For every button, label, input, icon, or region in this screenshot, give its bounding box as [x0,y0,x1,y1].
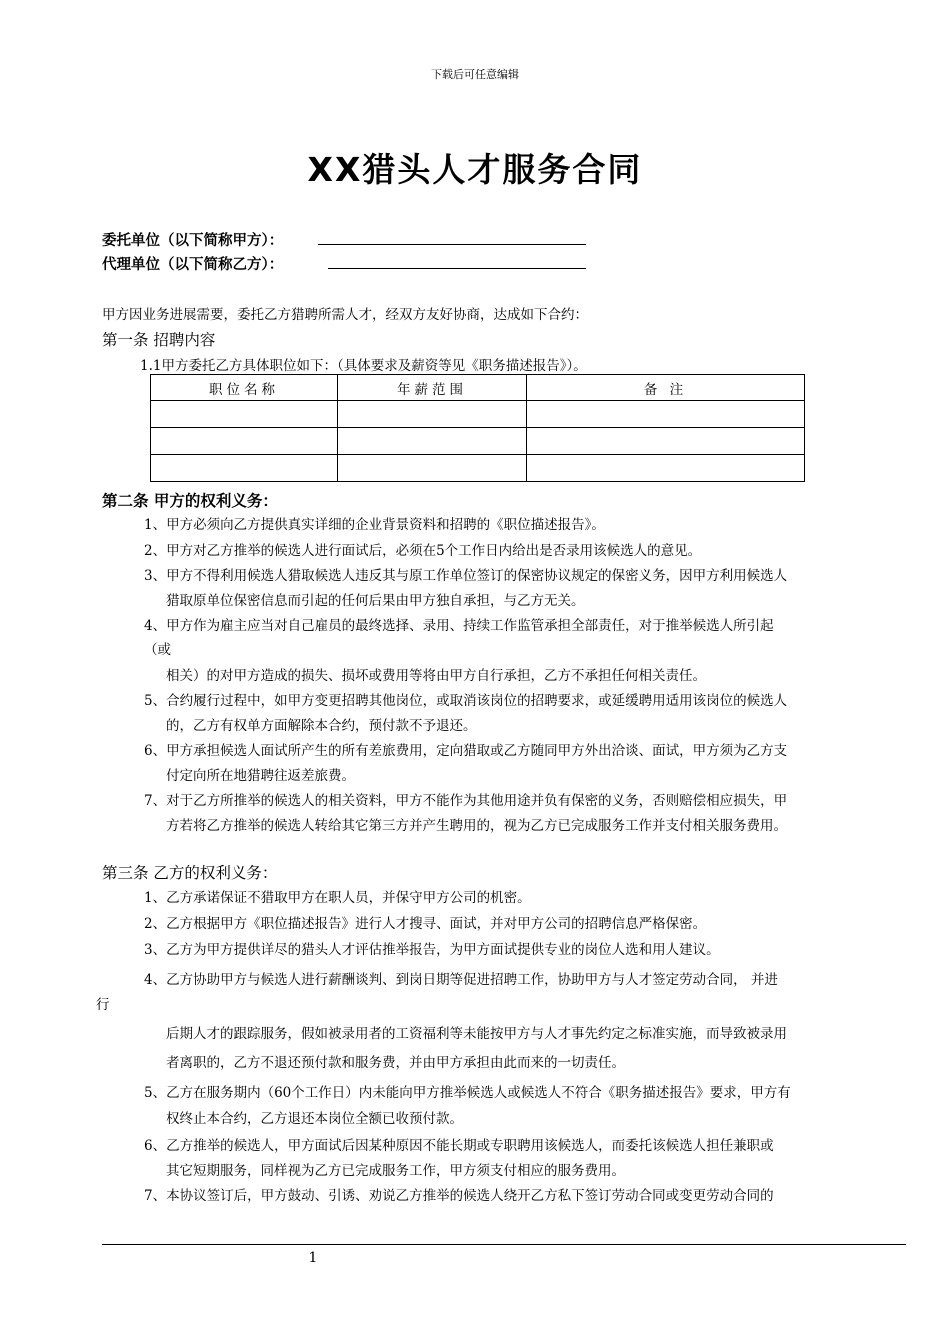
col-header-remark: 备 注 [527,375,805,401]
col-header-position: 职位名称 [151,375,338,401]
section2-line: 1、甲方必须向乙方提供真实详细的企业背景资料和招聘的《职位描述报告》。 [144,517,605,533]
party-b-blank-line [328,268,586,269]
table-cell [151,428,338,455]
intro-text: 甲方因业务进展需要，委托乙方猎聘所需人才，经双方友好协商，达成如下合约： [102,307,588,323]
section2-line: 猎取原单位保密信息而引起的任何后果由甲方独自承担，与乙方无关。 [166,593,585,609]
table-cell [338,455,527,482]
party-a-label: 委托单位（以下简称甲方）： [102,233,284,249]
section1-item: 1.1甲方委托乙方具体职位如下：（具体要求及薪资等见《职务描述报告》）。 [140,358,587,374]
section3-line: 4、乙方协助甲方与候选人进行薪酬谈判、到岗日期等促进招聘工作，协助甲方与人才签定劳动合同， 并进 [144,972,778,988]
page-number: 1 [308,1250,318,1266]
table-cell [151,455,338,482]
position-table [150,374,805,482]
table-row [151,401,805,428]
section1-heading: 第一条 招聘内容 [102,331,216,349]
section2-line: 相关）的对甲方造成的损失、损坏或费用等将由甲方自行承担，乙方不承担任何相关责任。 [166,668,706,684]
section3-line: 后期人才的跟踪服务，假如被录用者的工资福利等未能按甲方与人才事先约定之标准实施，而导致被录用 [166,1026,787,1042]
section2-line: 7、对于乙方所推举的候选人的相关资料，甲方不能作为其他用途并负有保密的义务，否则赔偿相应损失，甲 [144,793,788,809]
section3-line: 2、乙方根据甲方《职位描述报告》进行人才搜寻、面试，并对甲方公司的招聘信息严格保密。 [144,916,707,932]
table-cell [151,401,338,428]
section3-line: 其它短期服务，同样视为乙方已完成服务工作，甲方须支付相应的服务费用。 [166,1163,625,1179]
table-row [151,455,805,482]
section3-line: 7、本协议签订后，甲方鼓动、引诱、劝说乙方推举的候选人绕开乙方私下签订劳动合同或变更劳动合同的 [144,1188,774,1204]
table-cell [527,401,805,428]
party-b-label: 代理单位（以下简称乙方）： [102,257,284,273]
section3-line: 者离职的，乙方不退还预付款和服务费，并由甲方承担由此而来的一切责任。 [166,1055,625,1071]
section2-line: 3、甲方不得利用候选人猎取候选人违反其与原工作单位签订的保密协议规定的保密义务，因甲方利用候选人 [144,568,788,584]
section3-line: 3、乙方为甲方提供详尽的猎头人才评估推举报告，为甲方面试提供专业的岗位人选和用人建议。 [144,942,720,958]
section2-line: 方若将乙方推举的候选人转给其它第三方并产生聘用的，视为乙方已完成服务工作并支付相关服务费用。 [166,818,787,834]
header-note: 下载后可任意编辑 [431,68,519,81]
section3-line: 1、乙方承诺保证不猎取甲方在职人员，并保守甲方公司的机密。 [144,890,531,906]
section3-line: 5、乙方在服务期内（60个工作日）内未能向甲方推举候选人或候选人不符合《职务描述报告》要求，甲方有 [144,1085,791,1101]
document-title: XX猎头人才服务合同 [307,150,643,189]
section2-line: 的，乙方有权单方面解除本合约，预付款不予退还。 [166,718,477,734]
party-a-blank-line [318,244,586,245]
section2-line: 4、甲方作为雇主应当对自己雇员的最终选择、录用、持续工作监管承担全部责任，对于推举候选人所引起 [144,618,774,634]
table-cell [338,428,527,455]
table-row [151,428,805,455]
section2-heading: 第二条 甲方的权利义务： [102,492,278,510]
section2-line: 付定向所在地猎聘往返差旅费。 [166,768,355,784]
section3-heading: 第三条 乙方的权利义务： [102,864,278,882]
section3-line: 行 [96,997,110,1013]
table-cell [527,428,805,455]
section2-line: 2、甲方对乙方推举的候选人进行面试后，必须在5个工作日内给出是否录用该候选人的意见。 [144,543,702,559]
section3-line: 权终止本合约，乙方退还本岗位全额已收预付款。 [166,1111,463,1127]
section2-line: 6、甲方承担候选人面试所产生的所有差旅费用，定向猎取或乙方随同甲方外出洽谈、面试，甲方须为乙方支 [144,743,788,759]
section2-line: （或 [144,642,171,658]
section2-line: 5、合约履行过程中，如甲方变更招聘其他岗位，或取消该岗位的招聘要求，或延缓聘用适用该岗位的候选人 [144,693,788,709]
table-cell [338,401,527,428]
table-cell [527,455,805,482]
section3-line: 6、乙方推举的候选人，甲方面试后因某种原因不能长期或专职聘用该候选人，而委托该候选人担任兼职或 [144,1138,774,1154]
footer-divider [102,1244,906,1245]
table-header-row [151,375,805,401]
col-header-salary: 年薪范围 [338,375,527,401]
